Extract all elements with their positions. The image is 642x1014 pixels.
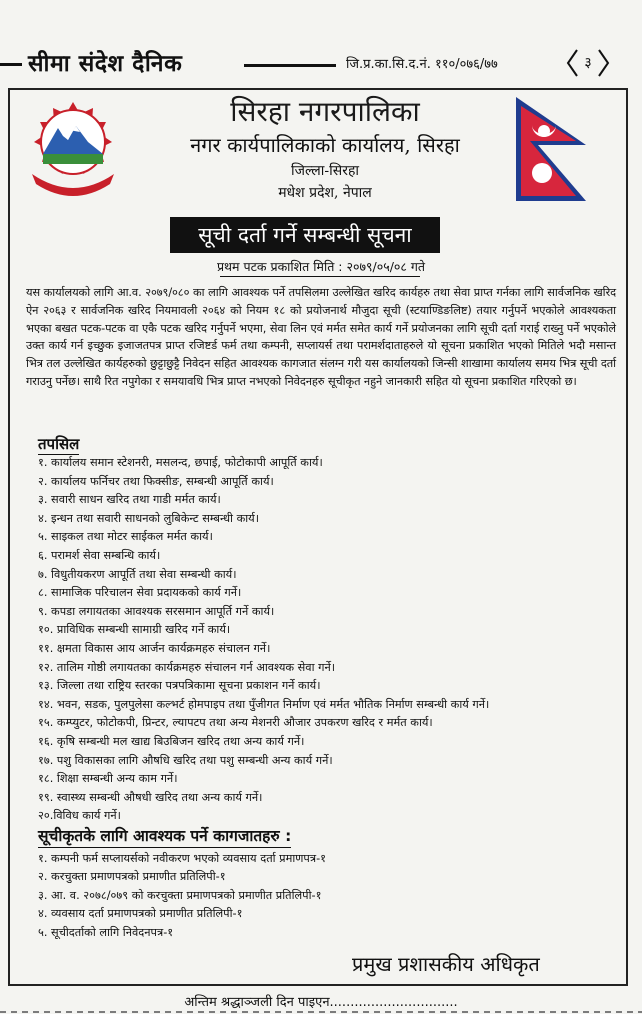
schedule-list	[38, 454, 628, 826]
list-item: १२. तालिम गोष्ठी लगायतका कार्यक्रमहरु संचालन गर्न आवश्यक सेवा गर्ने।	[38, 660, 336, 674]
schedule-heading: तपसिल	[38, 435, 80, 453]
municipality-emblem-icon	[18, 98, 128, 202]
cut-text-strip	[0, 1008, 642, 1014]
list-item: १७. पशु विकासका लागि औषधि खरिद तथा पशु सम्बन्धी अन्य कार्य गर्ने।	[38, 753, 333, 767]
notice-title: सूची दर्ता गर्ने सम्बन्धी सूचना	[170, 217, 440, 253]
list-item: १. कार्यालय समान स्टेशनरी, मसलन्द, छपाई, फोटोकापी आपूर्ति कार्य।	[38, 456, 323, 469]
publication-date: प्रथम पटक प्रकाशित मिति : २०७९/०५/०८ गते	[216, 259, 426, 274]
municipality-name: सिरहा नगरपालिका	[230, 95, 420, 128]
documents-list	[38, 850, 598, 942]
province-name: मधेश प्रदेश, नेपाल	[278, 185, 372, 201]
list-item: १. कम्पनी फर्म सप्लायर्सको नवीकरण भएको व्यवसाय दर्ता प्रमाणपत्र-१	[38, 852, 327, 865]
list-item: ५. सूचीदर्ताको लागि निवेदनपत्र-१	[38, 925, 174, 939]
next-article-snippet: अन्तिम श्रद्धाञ्जली दिन पाइएन...............................	[184, 995, 458, 1010]
registration-number: जि.प्र.का.सि.द.नं. ११०/०७६/७७	[346, 57, 498, 72]
masthead-rule	[244, 64, 336, 67]
signatory-title: प्रमुख प्रशासकीय अधिकृत	[352, 952, 540, 976]
list-item: १३. जिल्ला तथा राष्ट्रिय स्तरका पत्रपत्रिकामा सूचना प्रकाशन गर्ने कार्य।	[38, 679, 321, 693]
documents-heading: सूचीकृतके लागि आवश्यक पर्ने कागजातहरु :	[38, 826, 291, 848]
district-name: जिल्ला-सिरहा	[290, 163, 360, 179]
list-item: ११. क्षमता विकास आय आर्जन कार्यक्रमहरु संचालन गर्ने।	[38, 641, 271, 655]
list-item: ७. विधुतीयकरण आपूर्ति तथा सेवा सम्बन्धी कार्य।	[38, 567, 237, 581]
publication-date-underline	[220, 276, 420, 277]
list-item: २. कार्यालय फर्निचर तथा फिक्सीङ, सम्बन्धी आपूर्ति कार्य।	[38, 474, 274, 488]
list-item: २०.विविध कार्य गर्ने।	[38, 809, 121, 823]
list-item: ३. आ. व. २०७८/०७९ को करचुक्ता प्रमाणपत्रको प्रमाणीत प्रतिलिपी-१	[38, 888, 322, 902]
list-item: १६. कृषि सम्बन्धी मल खाद्य बिउबिजन खरिद तथा अन्य कार्य गर्ने।	[38, 734, 305, 748]
list-item: ५. साइकल तथा मोटर साईकल मर्मत कार्य।	[38, 530, 213, 544]
list-item: १९. स्वास्थ्य सम्बन्धी औषधी खरिद तथा अन्य कार्य गर्ने।	[38, 790, 263, 804]
list-item: १०. प्राविधिक सम्बन्धी सामाग्री खरिद गर्ने कार्य।	[38, 623, 231, 637]
list-item: ९. कपडा लगायतका आवश्यक सरसमान आपूर्ति गर्ने कार्य।	[38, 604, 275, 618]
notice-body: यस कार्यालयको लागि आ.व. २०७९/०८० का लागि आवश्यक पर्ने तपसिलमा उल्लेखित खरिद कार्यहरु तथा सेवा प्राप्त गर्नका लागि सार्वजनिक खरिद ऐन २०६३ र सार्वजनिक खरिद नियमावली २०६४ को नियम १८ को प्रयोजनार्थ मौजुदा सूची (स्टयाण्डिङलिष्ट) तयार गर्नुपर्ने भएकोले आवश्यकता भएका बखत पटक-पटक वा एकै पटक खरिद गर्नुपर्ने भएमा, सेवा लिन एवं मर्मत समेत कार्य गर्ने प्रयोजनका लागि सूची दर्ता गराई राख्नु पर्ने भएकोले उक्त कार्य गर्न इच्छुक इजाजतपत्र प्राप्त रजिष्टर्ड फर्म तथा कम्पनी, सप्लायर्स तथा परामर्शदाताहरुले यो सूचना प्रकाशित भएको मितिले भदौ मसान्त भित्र तल उल्लेखित कार्यहरुको छुट्टाछुट्टै निवेदन सहित आवश्यक कागजात संलग्न गरी यस कार्यालयको जिन्सी शाखामा कार्यालय समय भित्र सूची दर्ता गराउनु पर्नेछ। साथै रित नपुगेका र समयावधि भित्र प्राप्त नभएको निवेदनहरु सूचीकृत नहुने जानकारी सहित यो सूचना प्रकाशित गरिएको छ।	[26, 286, 616, 388]
masthead-rule-left	[0, 63, 22, 66]
list-item: ६. परामर्श सेवा सम्बन्धि कार्य।	[38, 548, 161, 562]
list-item: १८. शिक्षा सम्बन्धी अन्य काम गर्ने।	[38, 772, 178, 786]
list-item: ८. सामाजिक परिचालन सेवा प्रदायकको कार्य गर्ने।	[38, 586, 242, 600]
nepal-flag-icon	[512, 95, 590, 205]
page-number-badge	[565, 48, 611, 78]
list-item: ४. इन्धन तथा सवारी साधनको लुबिकेन्ट सम्बन्धी कार्य।	[38, 511, 260, 525]
list-item: १४. भवन, सडक, पुलपुलेसा कल्भर्ट होमपाइप तथा पुँजीगत निर्माण एवं मर्मत भौतिक निर्माण सम्बन्धी कार्य गर्ने।	[38, 697, 490, 711]
office-name: नगर कार्यपालिकाको कार्यालय, सिरहा	[190, 133, 460, 157]
list-item: ४. व्यवसाय दर्ता प्रमाणपत्रको प्रमाणीत प्रतिलिपी-१	[38, 907, 243, 921]
masthead	[0, 44, 642, 84]
list-item: २. करचुक्ता प्रमाणपत्रको प्रमाणीत प्रतिलिपी-१	[38, 870, 226, 884]
newspaper-title: सीमा संदेश दैनिक	[28, 51, 183, 77]
page-number: ३	[584, 55, 592, 71]
list-item: १५. कम्प्युटर, फोटोकपी, प्रिन्टर, ल्यापटप तथा अन्य मेशनरी औजार उपकरण खरिद र मर्मत कार्य।	[38, 716, 433, 730]
list-item: ३. सवारी साधन खरिद तथा गाडी मर्मत कार्य।	[38, 493, 221, 507]
organization-header	[140, 94, 510, 204]
